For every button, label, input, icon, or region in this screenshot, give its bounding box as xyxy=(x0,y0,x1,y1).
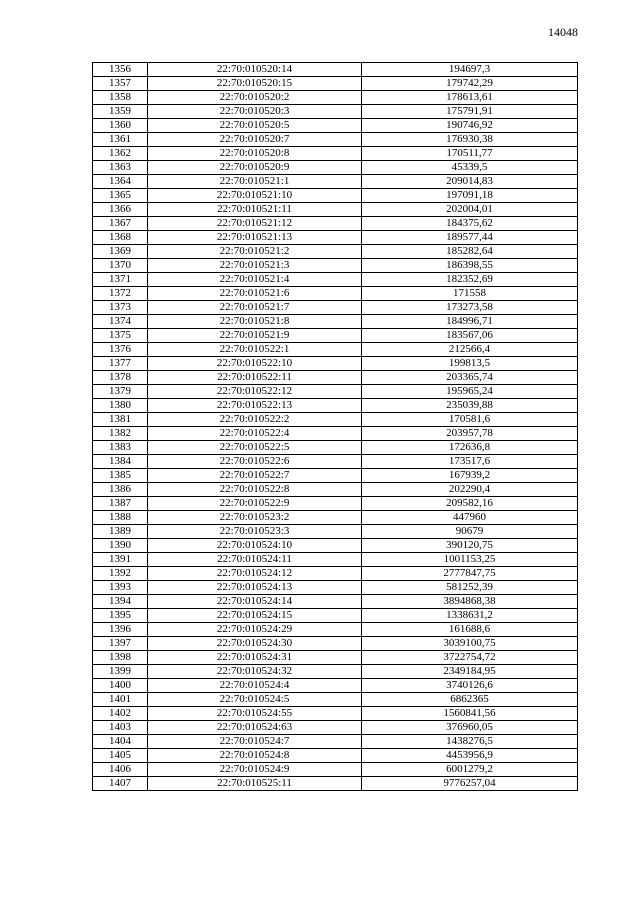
cadastral-number-cell: 22:70:010524:4 xyxy=(148,679,362,693)
row-number-cell: 1381 xyxy=(93,413,148,427)
row-number-cell: 1391 xyxy=(93,553,148,567)
value-cell: 170581,6 xyxy=(362,413,578,427)
table-row xyxy=(93,595,578,609)
value-cell: 202290,4 xyxy=(362,483,578,497)
row-number-cell: 1394 xyxy=(93,595,148,609)
row-number-cell: 1367 xyxy=(93,217,148,231)
cadastral-number-cell: 22:70:010521:7 xyxy=(148,301,362,315)
row-number-cell: 1393 xyxy=(93,581,148,595)
row-number-cell: 1376 xyxy=(93,343,148,357)
row-number-cell: 1369 xyxy=(93,245,148,259)
row-number-cell: 1362 xyxy=(93,147,148,161)
cadastral-number-cell: 22:70:010524:11 xyxy=(148,553,362,567)
value-cell: 185282,64 xyxy=(362,245,578,259)
table-row xyxy=(93,665,578,679)
page-number: 14048 xyxy=(548,25,578,39)
value-cell: 179742,29 xyxy=(362,77,578,91)
table-row xyxy=(93,567,578,581)
row-number-cell: 1371 xyxy=(93,273,148,287)
cadastral-number-cell: 22:70:010522:11 xyxy=(148,371,362,385)
value-cell: 194697,3 xyxy=(362,63,578,77)
cadastral-number-cell: 22:70:010524:14 xyxy=(148,595,362,609)
table-row xyxy=(93,147,578,161)
row-number-cell: 1372 xyxy=(93,287,148,301)
cadastral-number-cell: 22:70:010522:8 xyxy=(148,483,362,497)
row-number-cell: 1373 xyxy=(93,301,148,315)
table-row xyxy=(93,497,578,511)
table-row xyxy=(93,371,578,385)
table-row xyxy=(93,231,578,245)
table-row xyxy=(93,609,578,623)
cadastral-number-cell: 22:70:010521:11 xyxy=(148,203,362,217)
table-row xyxy=(93,637,578,651)
row-number-cell: 1365 xyxy=(93,189,148,203)
value-cell: 195965,24 xyxy=(362,385,578,399)
row-number-cell: 1396 xyxy=(93,623,148,637)
table-row xyxy=(93,777,578,791)
row-number-cell: 1375 xyxy=(93,329,148,343)
cadastral-number-cell: 22:70:010521:9 xyxy=(148,329,362,343)
table-row xyxy=(93,161,578,175)
value-cell: 6001279,2 xyxy=(362,763,578,777)
value-cell: 3039100,75 xyxy=(362,637,578,651)
table-row xyxy=(93,413,578,427)
cadastral-number-cell: 22:70:010522:9 xyxy=(148,497,362,511)
table-row xyxy=(93,217,578,231)
value-cell: 45339,5 xyxy=(362,161,578,175)
value-cell: 186398,55 xyxy=(362,259,578,273)
table-row xyxy=(93,469,578,483)
row-number-cell: 1368 xyxy=(93,231,148,245)
table-row xyxy=(93,721,578,735)
table-row xyxy=(93,175,578,189)
row-number-cell: 1389 xyxy=(93,525,148,539)
cadastral-number-cell: 22:70:010524:9 xyxy=(148,763,362,777)
cadastral-number-cell: 22:70:010521:2 xyxy=(148,245,362,259)
row-number-cell: 1398 xyxy=(93,651,148,665)
table-row xyxy=(93,539,578,553)
table-row xyxy=(93,651,578,665)
table-row xyxy=(93,245,578,259)
table-row xyxy=(93,735,578,749)
row-number-cell: 1357 xyxy=(93,77,148,91)
cadastral-number-cell: 22:70:010521:1 xyxy=(148,175,362,189)
row-number-cell: 1378 xyxy=(93,371,148,385)
row-number-cell: 1361 xyxy=(93,133,148,147)
cadastral-number-cell: 22:70:010524:29 xyxy=(148,623,362,637)
cadastral-number-cell: 22:70:010524:13 xyxy=(148,581,362,595)
row-number-cell: 1364 xyxy=(93,175,148,189)
cadastral-number-cell: 22:70:010524:5 xyxy=(148,693,362,707)
table-row xyxy=(93,441,578,455)
value-cell: 183567,06 xyxy=(362,329,578,343)
row-number-cell: 1358 xyxy=(93,91,148,105)
table-row xyxy=(93,357,578,371)
cadastral-number-cell: 22:70:010520:2 xyxy=(148,91,362,105)
value-cell: 175791,91 xyxy=(362,105,578,119)
table-row xyxy=(93,511,578,525)
cadastral-number-cell: 22:70:010524:15 xyxy=(148,609,362,623)
table-row xyxy=(93,287,578,301)
cadastral-number-cell: 22:70:010521:3 xyxy=(148,259,362,273)
table-row xyxy=(93,119,578,133)
cadastral-number-cell: 22:70:010522:2 xyxy=(148,413,362,427)
row-number-cell: 1379 xyxy=(93,385,148,399)
value-cell: 2349184,95 xyxy=(362,665,578,679)
value-cell: 190746,92 xyxy=(362,119,578,133)
row-number-cell: 1400 xyxy=(93,679,148,693)
value-cell: 1001153,25 xyxy=(362,553,578,567)
table-row xyxy=(93,399,578,413)
cadastral-number-cell: 22:70:010524:63 xyxy=(148,721,362,735)
table-row xyxy=(93,329,578,343)
value-cell: 9776257,04 xyxy=(362,777,578,791)
row-number-cell: 1392 xyxy=(93,567,148,581)
value-cell: 6862365 xyxy=(362,693,578,707)
value-cell: 4453956,9 xyxy=(362,749,578,763)
value-cell: 376960,05 xyxy=(362,721,578,735)
table-row xyxy=(93,259,578,273)
cadastral-value-table xyxy=(92,62,578,791)
cadastral-number-cell: 22:70:010522:6 xyxy=(148,455,362,469)
value-cell: 209582,16 xyxy=(362,497,578,511)
table-row xyxy=(93,679,578,693)
row-number-cell: 1407 xyxy=(93,777,148,791)
cadastral-number-cell: 22:70:010524:8 xyxy=(148,749,362,763)
table-row xyxy=(93,525,578,539)
table-row xyxy=(93,707,578,721)
row-number-cell: 1405 xyxy=(93,749,148,763)
value-cell: 90679 xyxy=(362,525,578,539)
row-number-cell: 1366 xyxy=(93,203,148,217)
value-cell: 172636,8 xyxy=(362,441,578,455)
value-cell: 167939,2 xyxy=(362,469,578,483)
value-cell: 184996,71 xyxy=(362,315,578,329)
cadastral-number-cell: 22:70:010520:3 xyxy=(148,105,362,119)
row-number-cell: 1359 xyxy=(93,105,148,119)
cadastral-number-cell: 22:70:010525:11 xyxy=(148,777,362,791)
row-number-cell: 1403 xyxy=(93,721,148,735)
value-cell: 171558 xyxy=(362,287,578,301)
cadastral-number-cell: 22:70:010520:14 xyxy=(148,63,362,77)
cadastral-number-cell: 22:70:010522:7 xyxy=(148,469,362,483)
value-cell: 212566,4 xyxy=(362,343,578,357)
table-row xyxy=(93,623,578,637)
table-row xyxy=(93,483,578,497)
table-row xyxy=(93,427,578,441)
value-cell: 447960 xyxy=(362,511,578,525)
value-cell: 173517,6 xyxy=(362,455,578,469)
row-number-cell: 1380 xyxy=(93,399,148,413)
value-cell: 170511,77 xyxy=(362,147,578,161)
value-cell: 184375,62 xyxy=(362,217,578,231)
value-cell: 189577,44 xyxy=(362,231,578,245)
row-number-cell: 1390 xyxy=(93,539,148,553)
table-row xyxy=(93,77,578,91)
row-number-cell: 1399 xyxy=(93,665,148,679)
row-number-cell: 1388 xyxy=(93,511,148,525)
cadastral-number-cell: 22:70:010524:55 xyxy=(148,707,362,721)
table-row xyxy=(93,581,578,595)
table-row xyxy=(93,301,578,315)
table-row xyxy=(93,385,578,399)
row-number-cell: 1404 xyxy=(93,735,148,749)
table-row xyxy=(93,273,578,287)
row-number-cell: 1360 xyxy=(93,119,148,133)
row-number-cell: 1383 xyxy=(93,441,148,455)
value-cell: 581252,39 xyxy=(362,581,578,595)
row-number-cell: 1377 xyxy=(93,357,148,371)
table-row xyxy=(93,133,578,147)
cadastral-number-cell: 22:70:010522:10 xyxy=(148,357,362,371)
cadastral-number-cell: 22:70:010523:3 xyxy=(148,525,362,539)
table-row xyxy=(93,763,578,777)
cadastral-number-cell: 22:70:010521:6 xyxy=(148,287,362,301)
cadastral-number-cell: 22:70:010524:10 xyxy=(148,539,362,553)
row-number-cell: 1370 xyxy=(93,259,148,273)
value-cell: 209014,83 xyxy=(362,175,578,189)
row-number-cell: 1385 xyxy=(93,469,148,483)
table-row xyxy=(93,91,578,105)
cadastral-number-cell: 22:70:010522:1 xyxy=(148,343,362,357)
value-cell: 203957,78 xyxy=(362,427,578,441)
cadastral-number-cell: 22:70:010520:8 xyxy=(148,147,362,161)
value-cell: 2777847,75 xyxy=(362,567,578,581)
value-cell: 3740126,6 xyxy=(362,679,578,693)
table-row xyxy=(93,553,578,567)
row-number-cell: 1406 xyxy=(93,763,148,777)
row-number-cell: 1363 xyxy=(93,161,148,175)
value-cell: 1438276,5 xyxy=(362,735,578,749)
cadastral-number-cell: 22:70:010521:13 xyxy=(148,231,362,245)
row-number-cell: 1395 xyxy=(93,609,148,623)
cadastral-number-cell: 22:70:010520:15 xyxy=(148,77,362,91)
value-cell: 1338631,2 xyxy=(362,609,578,623)
value-cell: 1560841,56 xyxy=(362,707,578,721)
value-cell: 3894868,38 xyxy=(362,595,578,609)
cadastral-number-cell: 22:70:010522:13 xyxy=(148,399,362,413)
cadastral-number-cell: 22:70:010524:31 xyxy=(148,651,362,665)
value-cell: 235039,88 xyxy=(362,399,578,413)
cadastral-number-cell: 22:70:010522:5 xyxy=(148,441,362,455)
cadastral-number-cell: 22:70:010521:4 xyxy=(148,273,362,287)
cadastral-number-cell: 22:70:010524:12 xyxy=(148,567,362,581)
table-row xyxy=(93,189,578,203)
row-number-cell: 1401 xyxy=(93,693,148,707)
value-cell: 390120,75 xyxy=(362,539,578,553)
value-cell: 161688,6 xyxy=(362,623,578,637)
table-row xyxy=(93,203,578,217)
cadastral-number-cell: 22:70:010521:10 xyxy=(148,189,362,203)
table-row xyxy=(93,315,578,329)
table-row xyxy=(93,105,578,119)
row-number-cell: 1397 xyxy=(93,637,148,651)
value-cell: 173273,58 xyxy=(362,301,578,315)
value-cell: 203365,74 xyxy=(362,371,578,385)
row-number-cell: 1384 xyxy=(93,455,148,469)
cadastral-number-cell: 22:70:010520:5 xyxy=(148,119,362,133)
table-body xyxy=(93,63,578,791)
row-number-cell: 1387 xyxy=(93,497,148,511)
cadastral-number-cell: 22:70:010524:30 xyxy=(148,637,362,651)
table-row xyxy=(93,63,578,77)
row-number-cell: 1356 xyxy=(93,63,148,77)
row-number-cell: 1382 xyxy=(93,427,148,441)
table-row xyxy=(93,455,578,469)
cadastral-number-cell: 22:70:010521:8 xyxy=(148,315,362,329)
value-cell: 202004,01 xyxy=(362,203,578,217)
cadastral-number-cell: 22:70:010521:12 xyxy=(148,217,362,231)
table-row xyxy=(93,693,578,707)
value-cell: 178613,61 xyxy=(362,91,578,105)
cadastral-number-cell: 22:70:010524:32 xyxy=(148,665,362,679)
value-cell: 182352,69 xyxy=(362,273,578,287)
cadastral-number-cell: 22:70:010523:2 xyxy=(148,511,362,525)
cadastral-number-cell: 22:70:010522:4 xyxy=(148,427,362,441)
cadastral-number-cell: 22:70:010524:7 xyxy=(148,735,362,749)
table-row xyxy=(93,749,578,763)
row-number-cell: 1374 xyxy=(93,315,148,329)
value-cell: 176930,38 xyxy=(362,133,578,147)
cadastral-number-cell: 22:70:010522:12 xyxy=(148,385,362,399)
table-row xyxy=(93,343,578,357)
cadastral-number-cell: 22:70:010520:9 xyxy=(148,161,362,175)
value-cell: 3722754,72 xyxy=(362,651,578,665)
row-number-cell: 1402 xyxy=(93,707,148,721)
row-number-cell: 1386 xyxy=(93,483,148,497)
cadastral-number-cell: 22:70:010520:7 xyxy=(148,133,362,147)
value-cell: 197091,18 xyxy=(362,189,578,203)
value-cell: 199813,5 xyxy=(362,357,578,371)
